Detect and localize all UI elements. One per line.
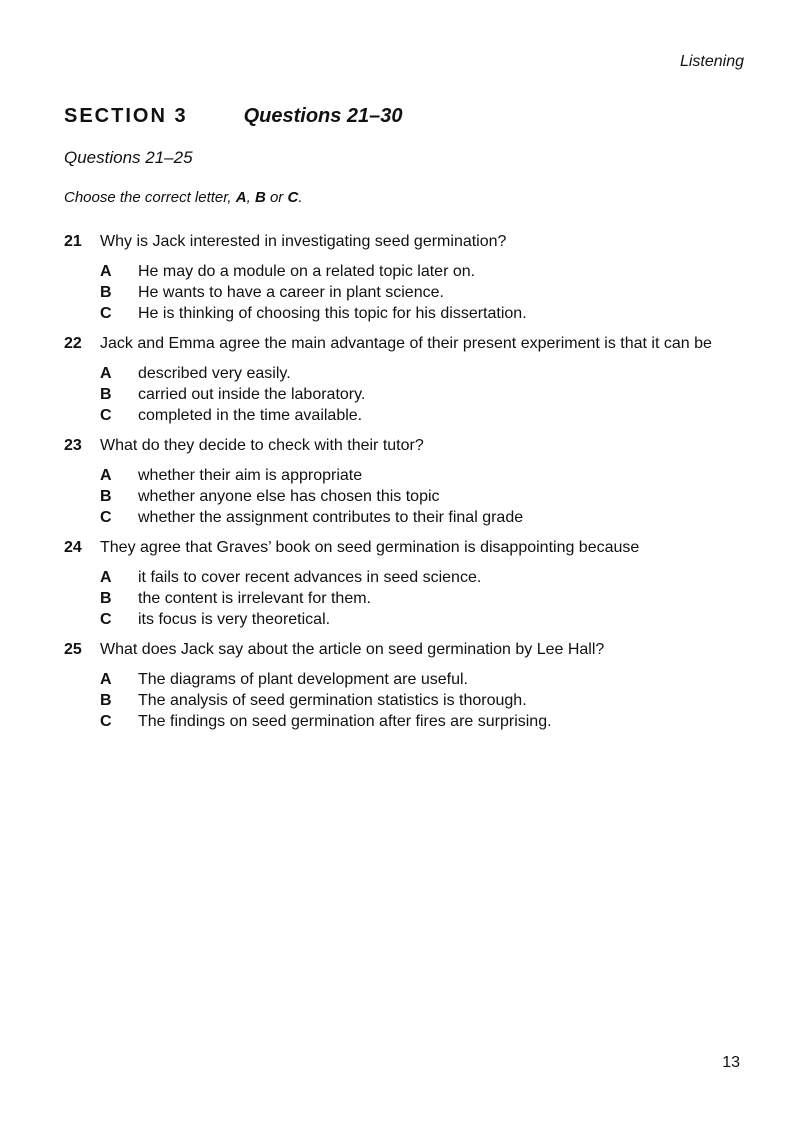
- question-22: [64, 333, 724, 426]
- option-text: described very easily.: [138, 365, 291, 382]
- option-b[interactable]: [100, 384, 724, 405]
- option-list: [100, 465, 724, 528]
- option-letter: C: [100, 713, 112, 730]
- section-label: SECTION 3: [64, 105, 188, 127]
- subheading: Questions 21–25: [64, 148, 193, 167]
- option-letter: B: [100, 284, 112, 301]
- option-c[interactable]: [100, 507, 724, 528]
- instruction-post: .: [298, 189, 303, 206]
- option-text: The analysis of seed germination statistics is thorough.: [138, 692, 527, 709]
- question-number: 23: [64, 437, 82, 454]
- option-letter: A: [100, 671, 112, 688]
- option-list: [100, 363, 724, 426]
- option-b[interactable]: [100, 486, 724, 507]
- question-text: What do they decide to check with their tutor?: [100, 437, 424, 454]
- option-text: whether the assignment contributes to their final grade: [138, 509, 524, 526]
- option-c[interactable]: [100, 609, 724, 630]
- option-letter: C: [100, 509, 112, 526]
- option-letter: A: [100, 263, 112, 280]
- option-letter: B: [100, 488, 112, 505]
- option-a[interactable]: [100, 261, 724, 282]
- question-25: [64, 639, 724, 732]
- option-text: carried out inside the laboratory.: [138, 386, 366, 403]
- option-text: whether their aim is appropriate: [138, 467, 363, 484]
- option-text: The diagrams of plant development are useful.: [138, 671, 468, 688]
- question-list: [64, 231, 724, 741]
- section-heading: [64, 105, 403, 128]
- option-letter: B: [100, 386, 112, 403]
- option-letter: C: [100, 611, 112, 628]
- option-text: The findings on seed germination after fires are surprising.: [138, 713, 552, 730]
- question-21: [64, 231, 724, 324]
- option-b[interactable]: [100, 690, 724, 711]
- running-header: Listening: [679, 53, 744, 70]
- option-letter: C: [100, 407, 112, 424]
- instruction-sep: ,: [246, 189, 255, 206]
- option-letter: B: [100, 590, 112, 607]
- page-number: 13: [722, 1054, 740, 1071]
- option-text: He wants to have a career in plant science.: [138, 284, 444, 301]
- question-text: Why is Jack interested in investigating seed germination?: [100, 233, 507, 250]
- option-a[interactable]: [100, 465, 724, 486]
- question-text: Jack and Emma agree the main advantage of their present experiment is that it can be: [100, 335, 712, 352]
- instruction-letter-b: B: [254, 189, 266, 206]
- question-text: What does Jack say about the article on seed germination by Lee Hall?: [100, 641, 605, 658]
- option-a[interactable]: [100, 669, 724, 690]
- option-b[interactable]: [100, 588, 724, 609]
- option-text: it fails to cover recent advances in seed science.: [138, 569, 482, 586]
- option-list: [100, 261, 724, 324]
- questions-range: Questions 21–30: [243, 105, 403, 127]
- option-c[interactable]: [100, 405, 724, 426]
- option-a[interactable]: [100, 363, 724, 384]
- question-23: [64, 435, 724, 528]
- option-letter: B: [100, 692, 112, 709]
- question-24: [64, 537, 724, 630]
- instruction-pre: Choose the correct letter,: [64, 189, 236, 206]
- question-text: They agree that Graves’ book on seed germination is disappointing because: [100, 539, 640, 556]
- option-letter: A: [100, 569, 112, 586]
- option-text: He is thinking of choosing this topic for his dissertation.: [138, 305, 527, 322]
- instruction-letter-a: A: [235, 189, 247, 206]
- option-text: completed in the time available.: [138, 407, 363, 424]
- question-number: 24: [64, 539, 82, 556]
- option-list: [100, 567, 724, 630]
- option-list: [100, 669, 724, 732]
- instruction-sep: or: [265, 189, 288, 206]
- option-c[interactable]: [100, 303, 724, 324]
- option-letter: A: [100, 365, 112, 382]
- option-letter: C: [100, 305, 112, 322]
- instruction: [64, 189, 303, 206]
- option-text: the content is irrelevant for them.: [138, 590, 371, 607]
- option-a[interactable]: [100, 567, 724, 588]
- question-number: 25: [64, 641, 82, 658]
- question-number: 22: [64, 335, 82, 352]
- option-text: its focus is very theoretical.: [138, 611, 331, 628]
- question-number: 21: [64, 233, 82, 250]
- option-c[interactable]: [100, 711, 724, 732]
- instruction-letter-c: C: [287, 189, 299, 206]
- option-text: whether anyone else has chosen this topic: [138, 488, 440, 505]
- option-text: He may do a module on a related topic later on.: [138, 263, 476, 280]
- option-b[interactable]: [100, 282, 724, 303]
- option-letter: A: [100, 467, 112, 484]
